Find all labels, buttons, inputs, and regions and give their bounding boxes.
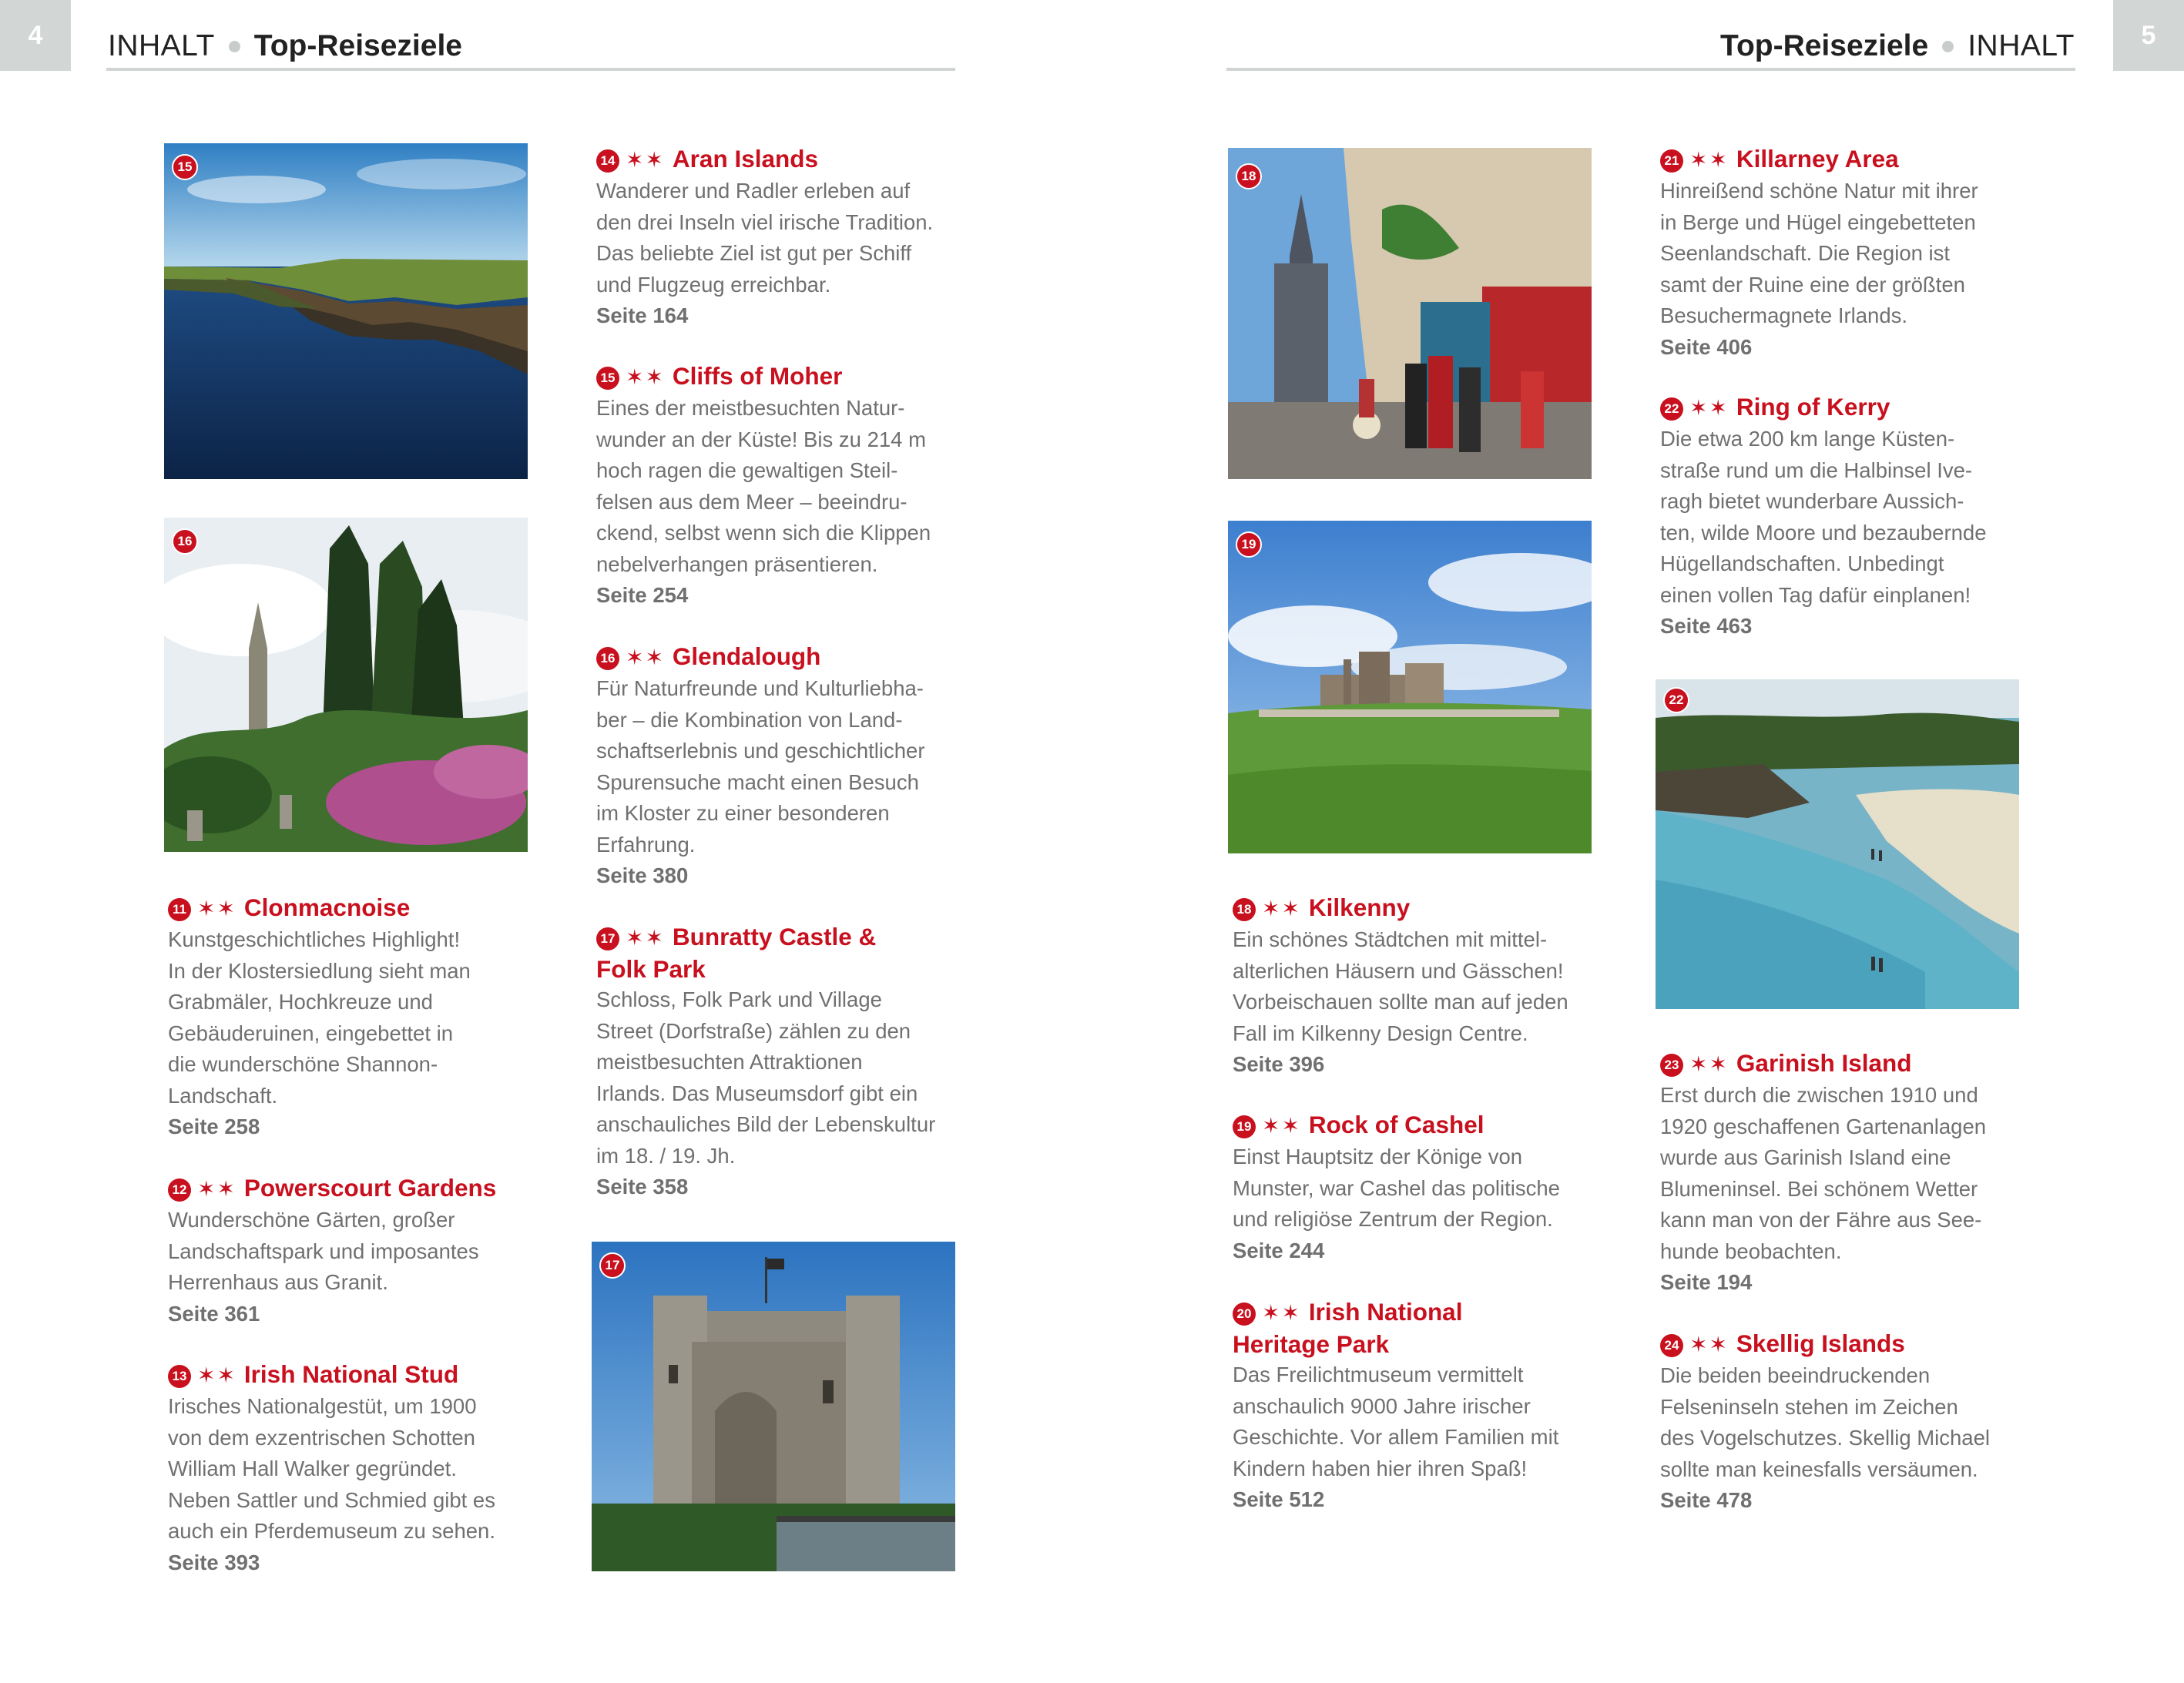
entry-number-badge: 16 — [596, 647, 619, 670]
entry-page-ref: Seite 406 — [1660, 334, 1753, 359]
entry-page-ref: Seite 258 — [168, 1115, 260, 1138]
entry-title — [1233, 1296, 1595, 1359]
entry-cliffs-of-moher — [596, 360, 958, 612]
entry-title — [1660, 143, 2022, 176]
entry-kilkenny — [1233, 892, 1595, 1081]
entry-irish-national-stud — [168, 1359, 530, 1578]
entry-page-ref: Seite 164 — [596, 303, 689, 327]
rock-photo — [1228, 521, 1592, 853]
castle-photo — [592, 1242, 955, 1571]
entry-glendalough — [596, 641, 958, 892]
photo-badge: 19 — [1236, 531, 1262, 558]
page-number-right: 5 — [2113, 0, 2184, 71]
photo-badge: 22 — [1663, 687, 1689, 713]
entry-number-badge: 19 — [1233, 1115, 1256, 1138]
photo-badge: 16 — [172, 528, 198, 555]
star-rating: ✶✶ — [626, 926, 665, 950]
entry-title — [1233, 892, 1595, 924]
star-rating: ✶✶ — [197, 1363, 237, 1387]
entry-description: Kunstgeschichtliches Highlight! In der Klostersiedlung sieht man Grabmäler, Hochkreuze und Gebäuderuinen, eingebettet in die wunderschöne Shannon- Landschaft. — [168, 927, 471, 1108]
entry-description: Die etwa 200 km lange Küsten- straße rund um die Halbinsel Ive- ragh bietet wunderbare Aussich- ten, wilde Moore und bezaubernde Hügellandschaften. Unbedingt einen vollen Tag dafür einplanen! — [1660, 427, 1987, 607]
entry-page-ref: Seite 194 — [1660, 1270, 1753, 1294]
entry-number-badge: 17 — [596, 927, 619, 950]
entry-garinish-island — [1660, 1048, 2022, 1299]
entry-title — [596, 360, 958, 393]
running-header-left — [108, 23, 462, 69]
entry-number-badge: 14 — [596, 149, 619, 173]
entry-number-badge: 20 — [1233, 1302, 1256, 1326]
entry-page-ref: Seite 244 — [1233, 1238, 1325, 1262]
entry-title-text: Irish National Heritage Park — [1233, 1298, 1463, 1358]
section-label: INHALT — [108, 29, 215, 62]
star-rating: ✶✶ — [197, 897, 237, 920]
entry-title-text: Clonmacnoise — [243, 893, 411, 921]
entry-description: Einst Hauptsitz der Könige von Munster, war Cashel das politische und religiöse Zentrum der Region. — [1233, 1145, 1560, 1231]
entry-title — [1660, 1328, 2022, 1360]
entry-aran-islands — [596, 143, 958, 332]
entry-description: Die beiden beeindruckenden Felseninseln stehen im Zeichen des Vogelschutzes. Skellig Michael sollte man keinesfalls versäumen. — [1660, 1363, 1991, 1481]
entry-page-ref: Seite 396 — [1233, 1052, 1325, 1076]
star-rating: ✶✶ — [1689, 396, 1729, 420]
entry-title-text: Skellig Islands — [1736, 1329, 1905, 1357]
entry-title-text: Rock of Cashel — [1308, 1111, 1485, 1138]
entry-title-text: Garinish Island — [1736, 1049, 1912, 1077]
star-rating: ✶✶ — [626, 365, 665, 389]
entry-description: Erst durch die zwischen 1910 und 1920 geschaffenen Gartenanlagen wurde aus Garinish Island eine Blumeninsel. Bei schönem Wetter kann man von der Fähre aus See- hunde beobachten. — [1660, 1083, 1987, 1263]
entry-number-badge: 23 — [1660, 1054, 1683, 1077]
entry-number-badge: 12 — [168, 1178, 191, 1202]
entry-description: Das Freilichtmuseum vermittelt anschaulich 9000 Jahre irischer Geschichte. Vor allem Familien mit Kindern haben hier ihren Spaß! — [1233, 1363, 1559, 1480]
entry-title — [1660, 391, 2022, 424]
entry-title — [596, 921, 958, 984]
entry-description: Hinreißend schöne Natur mit ihrer in Berge und Hügel eingebetteten Seenlandschaft. Die Region ist samt der Ruine eine der größten Besuchermagnete Irlands. — [1660, 179, 1978, 327]
entry-number-badge: 21 — [1660, 149, 1683, 173]
entry-ring-of-kerry — [1660, 391, 2022, 642]
header-dot — [229, 41, 240, 52]
entry-number-badge: 13 — [168, 1365, 191, 1388]
entry-page-ref: Seite 254 — [596, 583, 689, 607]
header-dot — [1942, 41, 1954, 52]
entry-title-text: Powerscourt Gardens — [243, 1174, 497, 1202]
entry-title — [596, 641, 958, 673]
entry-number-badge: 15 — [596, 367, 619, 390]
entry-skellig-islands — [1660, 1328, 2022, 1517]
entry-title — [1233, 1109, 1595, 1142]
entry-title — [168, 892, 530, 924]
photo-badge: 15 — [172, 154, 198, 180]
entry-title-text: Ring of Kerry — [1736, 393, 1890, 421]
entry-title — [168, 1172, 530, 1205]
entry-page-ref: Seite 512 — [1233, 1487, 1325, 1511]
entry-clonmacnoise — [168, 892, 530, 1143]
entry-page-ref: Seite 463 — [1660, 614, 1753, 638]
photo-badge: 17 — [599, 1252, 626, 1279]
entry-page-ref: Seite 380 — [596, 863, 689, 887]
star-rating: ✶✶ — [626, 148, 665, 172]
topic-label: Top-Reiseziele — [1720, 29, 1929, 62]
star-rating: ✶✶ — [1689, 148, 1729, 172]
entry-title-text: Irish National Stud — [243, 1360, 459, 1388]
entry-page-ref: Seite 393 — [168, 1550, 260, 1574]
entry-description: Wunderschöne Gärten, großer Landschaftspark und imposantes Herrenhaus aus Granit. — [168, 1208, 479, 1294]
entry-bunratty-castle — [596, 921, 958, 1203]
entry-title-text: Cliffs of Moher — [672, 362, 843, 390]
entry-rock-of-cashel — [1233, 1109, 1595, 1266]
entry-powerscourt-gardens — [168, 1172, 530, 1329]
star-rating: ✶✶ — [626, 645, 665, 669]
star-rating: ✶✶ — [1689, 1052, 1729, 1076]
entry-title — [168, 1359, 530, 1391]
entry-description: Eines der meistbesuchten Natur- wunder an der Küste! Bis zu 214 m hoch ragen die gewaltigen Steil- felsen aus dem Meer – beeindru- ckend, selbst wenn sich die Klippen nebelverhangen präsentieren. — [596, 396, 931, 576]
round-tower-photo — [164, 518, 528, 852]
header-rule-right — [1226, 68, 2075, 71]
photo-badge: 18 — [1236, 163, 1262, 189]
entry-page-ref: Seite 358 — [596, 1175, 689, 1199]
entry-description: Schloss, Folk Park und Village Street (Dorfstraße) zählen zu den meistbesuchten Attraktionen Irlands. Das Museumsdorf gibt ein anschauliches Bild der Lebenskultur im 18. / 19. Jh. — [596, 987, 936, 1168]
star-rating: ✶✶ — [1262, 1301, 1301, 1325]
entry-number-badge: 18 — [1233, 898, 1256, 921]
star-rating: ✶✶ — [197, 1177, 237, 1201]
star-rating: ✶✶ — [1262, 1114, 1301, 1138]
star-rating: ✶✶ — [1689, 1333, 1729, 1356]
star-rating: ✶✶ — [1262, 897, 1301, 920]
entry-description: Für Naturfreunde und Kulturliebha- ber – die Kombination von Land- schaftserlebnis und geschichtlicher Spurensuche macht einen Besuch im Kloster zu einer besonderen Erfahrung. — [596, 676, 925, 857]
entry-title-text: Glendalough — [672, 642, 821, 670]
cliffs-photo — [164, 143, 528, 479]
entry-title-text: Killarney Area — [1736, 145, 1899, 173]
entry-number-badge: 22 — [1660, 397, 1683, 421]
beach-photo — [1656, 679, 2019, 1009]
entry-title-text: Aran Islands — [672, 145, 818, 173]
entry-page-ref: Seite 478 — [1660, 1488, 1753, 1512]
entry-title — [1660, 1048, 2022, 1080]
entry-title — [596, 143, 958, 176]
entry-number-badge: 24 — [1660, 1334, 1683, 1357]
entry-title-text: Bunratty Castle & Folk Park — [596, 923, 877, 983]
section-label: INHALT — [1968, 29, 2075, 62]
entry-title-text: Kilkenny — [1308, 893, 1411, 921]
entry-killarney-area — [1660, 143, 2022, 363]
entry-number-badge: 11 — [168, 898, 191, 921]
page-number-left: 4 — [0, 0, 71, 71]
entry-irish-national-heritage-park — [1233, 1296, 1595, 1516]
entry-description: Wanderer und Radler erleben auf den drei Inseln viel irische Tradition. Das beliebte Ziel ist gut per Schiff und Flugzeug erreichbar. — [596, 179, 934, 297]
running-header-right — [1720, 23, 2075, 69]
entry-description: Irisches Nationalgestüt, um 1900 von dem exzentrischen Schotten William Hall Walker gegründet. Neben Sattler und Schmied gibt es auch ein Pferdemuseum zu sehen. — [168, 1394, 495, 1543]
topic-label: Top-Reiseziele — [253, 29, 462, 62]
entry-page-ref: Seite 361 — [168, 1301, 260, 1326]
entry-description: Ein schönes Städtchen mit mittel- alterlichen Häusern und Gässchen! Vorbeischauen sollte man auf jeden Fall im Kilkenny Design Centre. — [1233, 927, 1568, 1045]
header-rule-left — [106, 68, 955, 71]
street-photo — [1228, 148, 1592, 479]
